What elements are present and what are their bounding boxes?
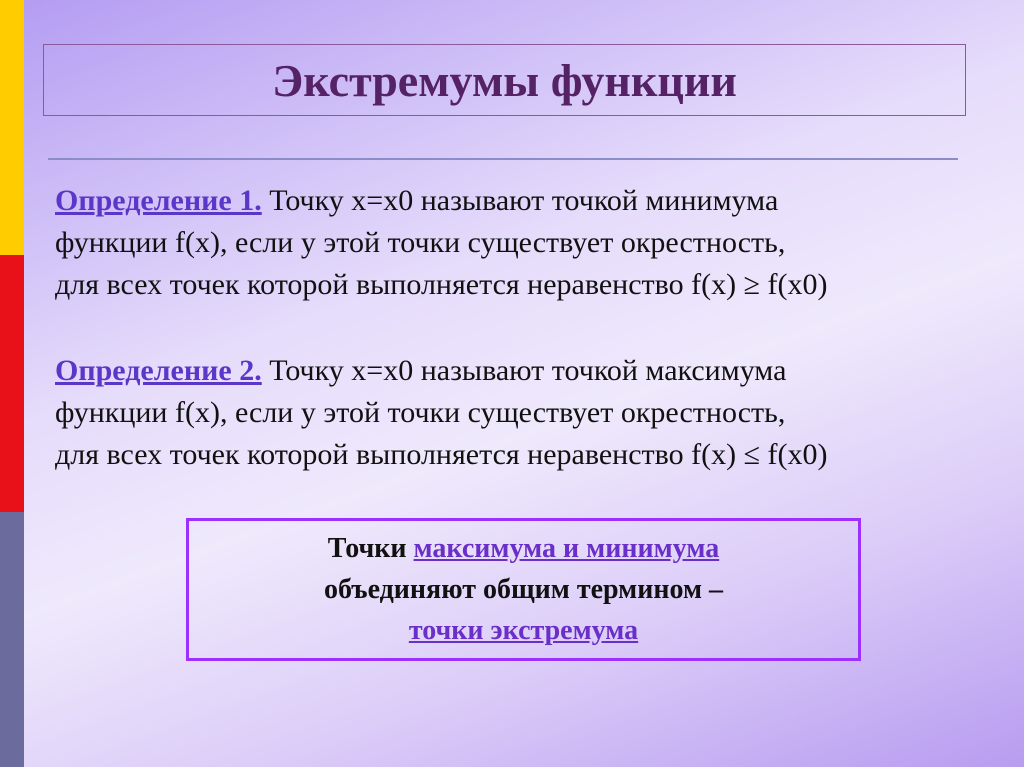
side-stripe-yellow bbox=[0, 0, 24, 255]
definition-2-line-3: для всех точек которой выполняется неравенство f(x) ≤ f(x0) bbox=[55, 438, 828, 471]
summary-highlight-max-min: максимума и минимума bbox=[413, 533, 720, 564]
definition-1-line-1 bbox=[55, 180, 955, 222]
summary-box bbox=[186, 518, 861, 661]
summary-line-1 bbox=[328, 528, 719, 569]
definition-2 bbox=[55, 350, 955, 476]
title-box bbox=[43, 44, 966, 116]
definition-2-label: Определение 2. bbox=[55, 354, 262, 387]
definition-1-line-3: для всех точек которой выполняется неравенство f(x) ≥ f(x0) bbox=[55, 268, 828, 301]
summary-line-2: объединяют общим термином – bbox=[323, 574, 724, 605]
side-stripe-slate bbox=[0, 512, 24, 767]
definition-2-line-1 bbox=[55, 350, 955, 392]
definition-2-text: Точку x=x0 называют точкой максимума bbox=[261, 354, 787, 387]
definition-2-line-2: функции f(x), если у этой точки существует окрестность, bbox=[55, 396, 786, 429]
definition-1-label: Определение 1. bbox=[55, 184, 262, 217]
slide-title: Экстремумы функции bbox=[272, 54, 737, 106]
definition-1-text: Точку x=x0 называют точкой минимума bbox=[261, 184, 779, 217]
summary-prefix: Точки bbox=[327, 533, 414, 564]
definition-1 bbox=[55, 180, 955, 306]
summary-highlight-extremum: точки экстремума bbox=[408, 615, 639, 646]
side-stripe-red bbox=[0, 255, 24, 512]
definition-1-line-2: функции f(x), если у этой точки существует окрестность, bbox=[55, 226, 786, 259]
divider-line bbox=[48, 158, 958, 160]
